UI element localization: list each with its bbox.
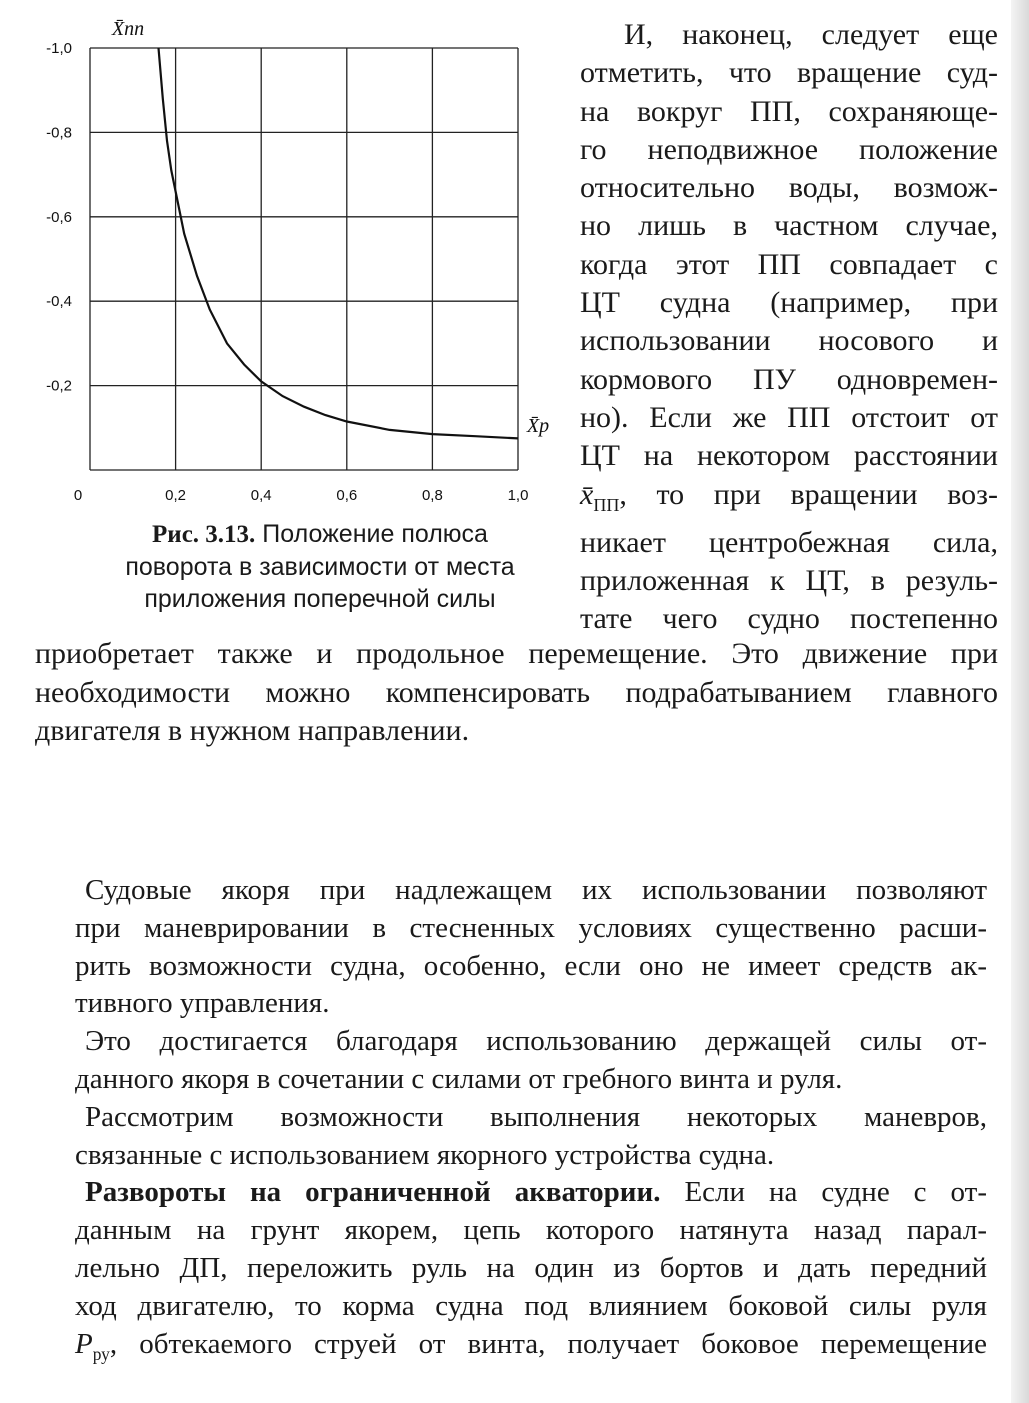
text-line-rest: Если на судне с от- (660, 1176, 987, 1209)
text-line: приобретает также и продольное перемещение. Это движение при (35, 637, 998, 670)
y-tick-label: -1,0 (46, 40, 72, 57)
side-text (580, 16, 998, 639)
text-line: относительно воды, возмож- (580, 171, 998, 205)
text-line: но). Если же ПП отстоит от (580, 400, 998, 434)
paragraph-continuation (35, 635, 998, 751)
text-line: данным на грунт якорем, цепь которого натянута назад парал- (75, 1214, 987, 1247)
text-line-rest: , обтекаемого струей от винта, получает боковое перемещение (109, 1327, 987, 1360)
text-line (580, 476, 998, 524)
caption-text-1: Положение полюса (255, 520, 488, 548)
text-line: тивного управления. (75, 987, 330, 1020)
y-tick-label: -0,8 (46, 124, 72, 142)
text-line: отметить, что вращение суд- (580, 56, 998, 90)
text-line: двигателя в нужном направлении. (35, 714, 470, 747)
text-line: но лишь в частном случае, (580, 209, 998, 243)
text-line: Судовые якоря при надлежащем их использовании позволяют (85, 874, 987, 906)
text-line: Рассмотрим возможности выполнения некоторых маневров, (85, 1100, 987, 1133)
y-tick-label: -0,6 (46, 208, 72, 226)
section-anchors (75, 872, 987, 1373)
y-tick-label: -0,4 (46, 293, 72, 311)
text-line (75, 1174, 987, 1212)
paragraph (75, 1099, 987, 1175)
text-line: необходимости можно компенсировать подрабатыванием главного (35, 675, 998, 709)
text-line: рить возможности судна, особенно, если оно не имеет средств ак- (75, 949, 987, 982)
text-line: ход двигателю, то корма судна под влиянием боковой силы руля (75, 1289, 987, 1322)
caption-text-2: поворота в зависимости от места (125, 553, 515, 581)
caption-label: Рис. 3.13. (152, 521, 256, 548)
symbol-p: P (75, 1327, 93, 1360)
text-line: использовании носового и (580, 324, 998, 358)
symbol-x: x̄ (580, 477, 594, 511)
paragraph (75, 1174, 987, 1373)
figure-caption (75, 518, 565, 615)
figure (20, 0, 560, 620)
text-line: го неподвижное положение (580, 132, 998, 166)
symbol-subscript: ру (92, 1343, 110, 1364)
x-tick-label: 0 (73, 487, 83, 504)
text-line: при маневрировании в стесненных условиях существенно расши- (75, 911, 987, 944)
text-line: приложенная к ЦТ, в резуль- (580, 564, 998, 598)
paragraph (75, 872, 987, 1023)
text-line-rest: , то при вращении воз- (619, 477, 998, 511)
chart-axis-labels (111, 18, 549, 437)
text-line: тате чего судно постепенно (580, 602, 998, 636)
y-tick-label: -0,2 (46, 377, 72, 395)
y-axis-label: X̄пп (111, 18, 145, 40)
caption-text-3: приложения поперечной силы (144, 585, 496, 613)
text-line: связанные с использованием якорного устройства судна. (75, 1138, 775, 1171)
text-line (75, 1326, 987, 1374)
page-edge (1011, 0, 1029, 1403)
x-axis-label: X̄р (526, 415, 550, 437)
text-line: на вокруг ПП, сохраняюще- (580, 94, 998, 128)
x-tick-label: 0,8 (421, 487, 443, 504)
text-line: никает центробежная сила, (580, 525, 998, 559)
section-heading: Развороты на ограниченной акватории. (85, 1176, 661, 1209)
text-line: лельно ДП, переложить руль на один из бортов и дать передний (75, 1251, 987, 1284)
symbol-subscript: ПП (593, 494, 620, 515)
text-line: ЦТ судна (например, при (580, 286, 998, 320)
text-line: ЦТ на некотором расстоянии (580, 439, 998, 473)
x-tick-label: 1,0 (507, 487, 529, 504)
text-line: когда этот ПП совпадает с (580, 247, 998, 281)
x-tick-label: 0,4 (250, 487, 272, 504)
text-line: кормового ПУ одновремен- (580, 362, 998, 396)
x-tick-label: 0,2 (165, 487, 187, 504)
text-line: И, наконец, следует еще (624, 18, 998, 51)
text-line: данного якоря в сочетании с силами от гребного винта и руля. (75, 1062, 843, 1095)
text-line: Это достигается благодаря использованию держащей силы от- (85, 1025, 987, 1058)
x-tick-label: 0,6 (336, 487, 358, 504)
chart-series-line (159, 48, 519, 438)
chart (20, 0, 560, 520)
paragraph (75, 1023, 987, 1099)
